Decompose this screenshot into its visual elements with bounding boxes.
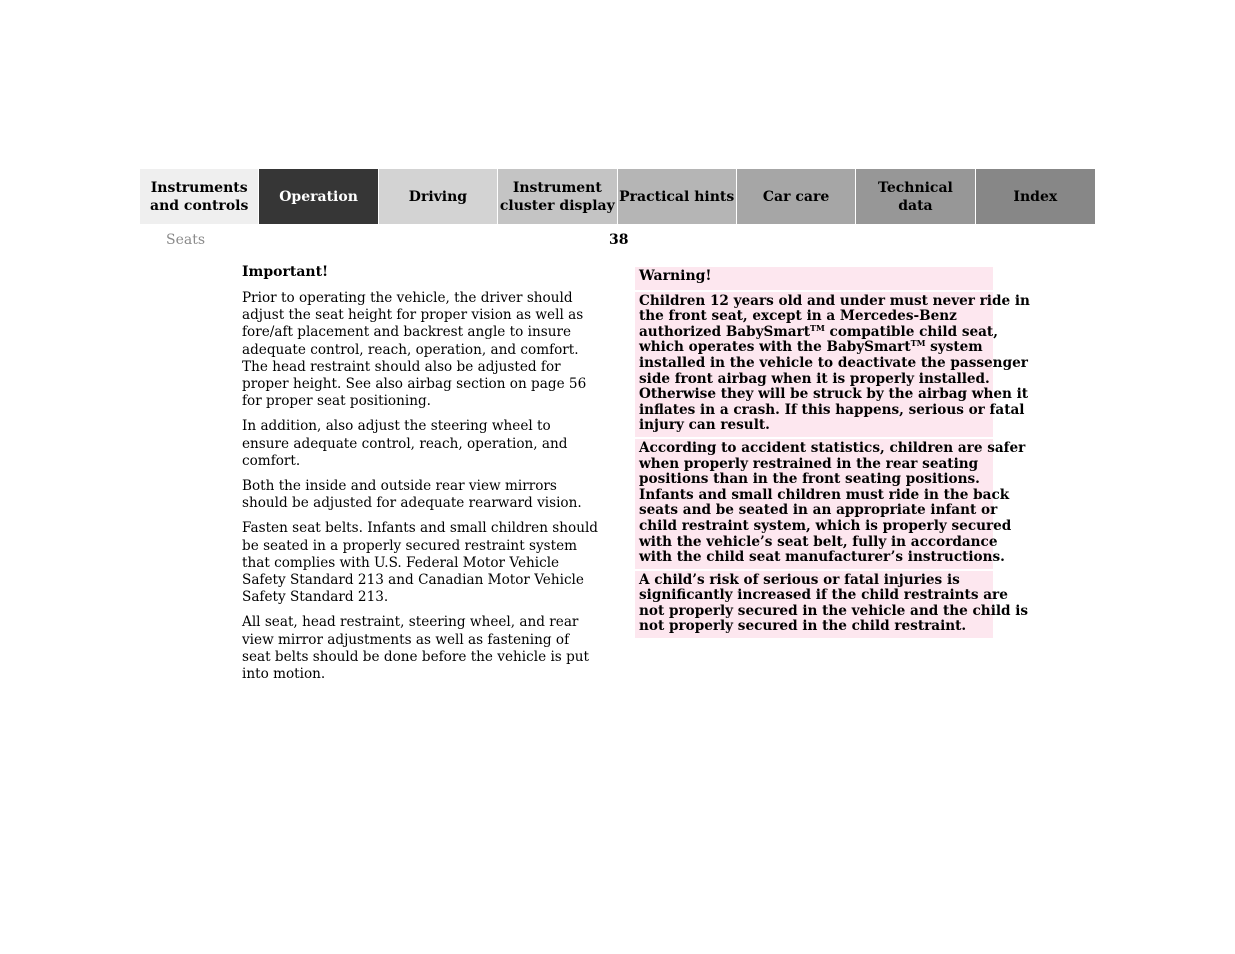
warning-line: positions than in the front seating positions. bbox=[639, 471, 980, 488]
warning-paragraph-front-seat bbox=[635, 292, 1030, 437]
warning-box bbox=[635, 267, 1030, 640]
tab-driving[interactable]: Driving bbox=[379, 169, 498, 224]
warning-text: authorized BabySmart bbox=[639, 323, 811, 340]
warning-line: According to accident statistics, children are safer bbox=[639, 439, 1026, 456]
important-paragraph: All seat, head restraint, steering wheel, and rear view mirror adjustments as well as fastening of seat belts should be done before the vehicle is put into motion. bbox=[242, 614, 590, 683]
warning-paragraph-risk bbox=[635, 571, 1029, 638]
tab-instrument-cluster-display[interactable]: Instrument cluster display bbox=[498, 169, 617, 224]
important-heading: Important! bbox=[242, 264, 329, 280]
important-paragraph: Fasten seat belts. Infants and small children should be seated in a properly secured restraint system that complies with U.S. Federal Motor Vehicle Safety Standard 213 and Canadian Motor Vehicle Safety Standard 213. bbox=[242, 520, 599, 606]
warning-line: Otherwise they will be struck by the airbag when it bbox=[639, 386, 1029, 403]
warning-line: significantly increased if the child restraints are bbox=[639, 587, 1008, 604]
warning-text: system bbox=[925, 339, 983, 356]
tab-operation[interactable]: Operation bbox=[259, 169, 378, 224]
warning-text: compatible child seat, bbox=[824, 323, 998, 340]
warning-line: not properly secured in the vehicle and the child is bbox=[639, 602, 1029, 619]
trademark-symbol: TM bbox=[810, 322, 825, 333]
tab-index[interactable]: Index bbox=[976, 169, 1095, 224]
warning-line: side front airbag when it is properly installed. bbox=[639, 370, 990, 387]
section-label: Seats bbox=[166, 232, 206, 248]
warning-line: inflates in a crash. If this happens, serious or fatal bbox=[639, 401, 1025, 418]
warning-line: A child’s risk of serious or fatal injuries is bbox=[639, 571, 960, 588]
warning-line: not properly secured in the child restraint. bbox=[639, 618, 967, 635]
warning-text: which operates with the BabySmart bbox=[639, 339, 911, 356]
warning-line: with the child seat manufacturer’s instructions. bbox=[639, 549, 1005, 566]
warning-line: installed in the vehicle to deactivate the passenger bbox=[639, 354, 1028, 371]
tab-technical-data[interactable]: Technical data bbox=[856, 169, 975, 224]
important-paragraph: Prior to operating the vehicle, the driver should adjust the seat height for proper vision as well as fore/aft placement and backrest angle to insure adequate control, reach, operation, and comfort. The head restraint should also be adjusted for proper height. See also airbag section on page 56 for proper seat positioning. bbox=[242, 290, 587, 410]
warning-heading: Warning! bbox=[635, 267, 993, 290]
warning-line bbox=[639, 340, 989, 356]
important-section bbox=[242, 263, 602, 691]
warning-line: seats and be seated in an appropriate infant or bbox=[639, 502, 998, 519]
warning-paragraph-statistics bbox=[635, 439, 1026, 569]
warning-line: injury can result. bbox=[639, 417, 770, 434]
chapter-tabs bbox=[140, 169, 1095, 224]
page-number: 38 bbox=[609, 232, 629, 248]
warning-line: when properly restrained in the rear seating bbox=[639, 455, 979, 472]
tab-car-care[interactable]: Car care bbox=[737, 169, 856, 224]
tab-instruments-and-controls[interactable]: Instruments and controls bbox=[140, 169, 259, 224]
trademark-symbol: TM bbox=[910, 338, 926, 349]
important-paragraph: Both the inside and outside rear view mirrors should be adjusted for adequate rearward vision. bbox=[242, 478, 582, 512]
warning-line: child restraint system, which is properly secured bbox=[639, 517, 1012, 534]
warning-line: with the vehicle’s seat belt, fully in accordance bbox=[639, 533, 998, 550]
warning-line: Children 12 years old and under must never ride in bbox=[639, 292, 1030, 309]
tab-practical-hints[interactable]: Practical hints bbox=[618, 169, 737, 224]
warning-line: Infants and small children must ride in the back bbox=[639, 486, 1010, 503]
warning-line: the front seat, except in a Mercedes-Benz bbox=[639, 308, 957, 325]
important-paragraph: In addition, also adjust the steering wheel to ensure adequate control, reach, operation, and comfort. bbox=[242, 418, 568, 469]
